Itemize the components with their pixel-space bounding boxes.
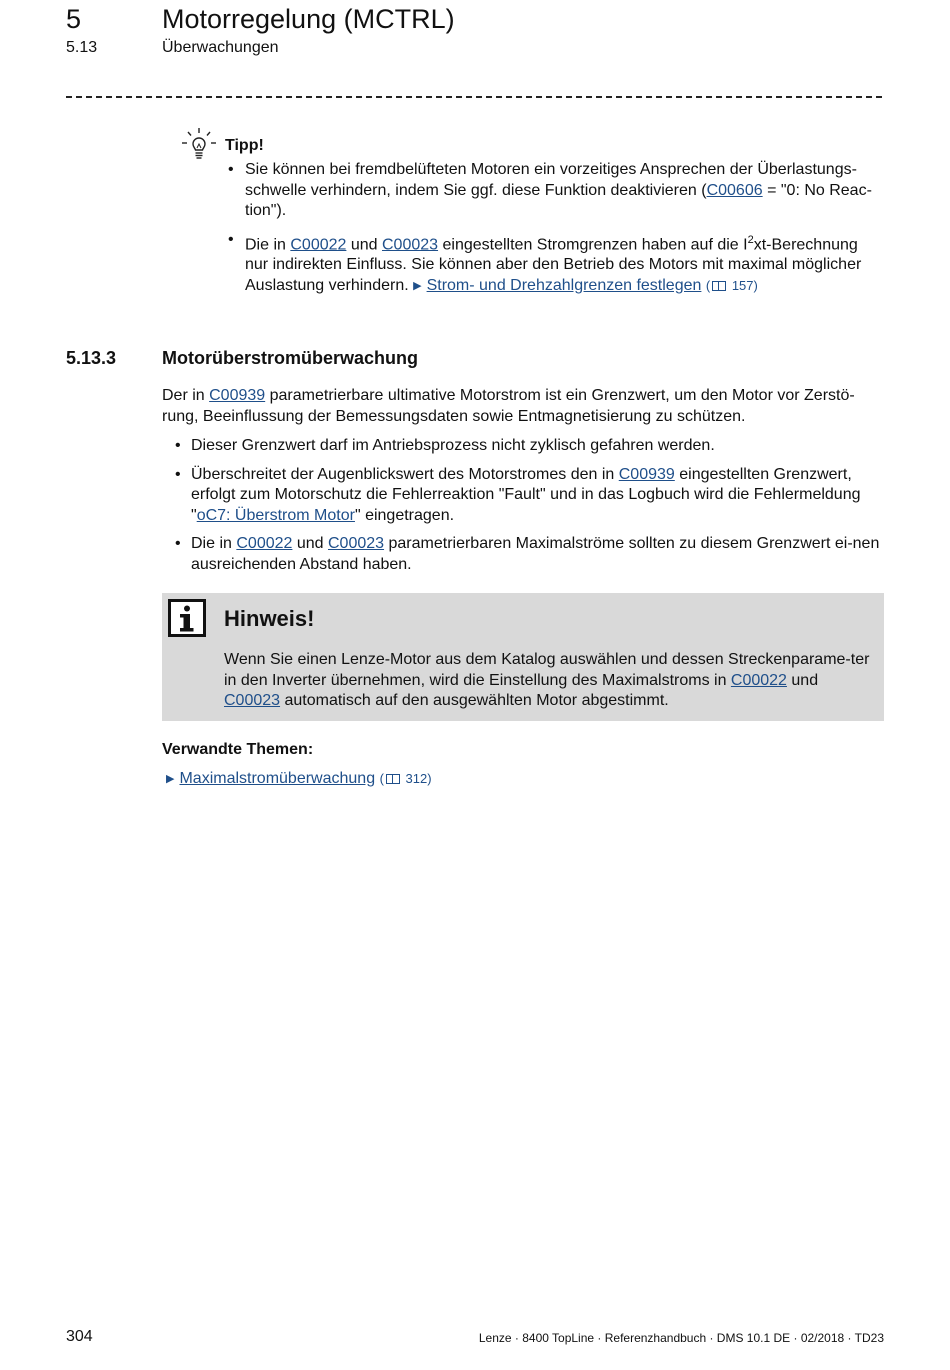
list-item-text: Überschreitet der Augenblickswert des Motorstromes den in <box>191 465 619 483</box>
note-box <box>162 593 884 721</box>
page-ref-number: 157 <box>731 277 754 293</box>
page-reference: ( 312) <box>379 771 432 786</box>
tip-text: xt-Berechnung nur indirekten Einfluss. Sie können aber den Betrieb des Motors mit maximal möglicher Auslastung verhindern. <box>245 235 862 294</box>
note-title: Hinweis! <box>224 606 315 631</box>
tip-text: Die in <box>245 235 291 253</box>
list-item-text: parametrierbaren Maximalströme sollten zu diesem Grenzwert ei-nen ausreichenden Abstand haben. <box>191 535 880 573</box>
param-link-c00023[interactable]: C00023 <box>382 235 439 253</box>
bullet-dot: • <box>228 161 234 178</box>
intro-text: Der in <box>162 387 210 404</box>
section-title: Überwachungen <box>162 39 279 56</box>
tip-list <box>228 160 883 304</box>
param-link-c00022[interactable]: C00022 <box>236 535 293 552</box>
bullet-list <box>175 436 884 583</box>
param-link-c00022[interactable]: C00022 <box>290 235 347 253</box>
chapter-title: Motorregelung (MCTRL) <box>162 4 455 34</box>
param-link-c00939[interactable]: C00939 <box>209 387 266 404</box>
superscript: 2 <box>747 233 754 246</box>
xref-link-stromgrenzen[interactable]: Strom- und Drehzahlgrenzen festlegen <box>426 276 702 294</box>
bullet-dot: • <box>175 437 181 454</box>
info-icon <box>168 599 206 637</box>
param-link-c00022[interactable]: C00022 <box>730 671 787 689</box>
list-item-text: eingestellten Grenzwert, erfolgt zum Motorschutz die Fehlerreaktion "Fault" und in das Logbuch wird die Fehlermeldung " <box>191 465 861 524</box>
bullet-dot: • <box>228 230 234 248</box>
related-topics-title: Verwandte Themen: <box>162 741 314 758</box>
bullet-dot: • <box>175 535 181 552</box>
tip-bullet-1 <box>228 160 883 222</box>
tip-text: und <box>346 235 382 253</box>
page-number: 304 <box>66 1328 93 1345</box>
page-reference: ( 157) <box>705 277 758 293</box>
tip-bullet-2 <box>228 230 883 297</box>
tip-title: Tipp! <box>225 137 264 154</box>
tip-text: = "0: No Reac-tion"). <box>245 181 872 219</box>
section-number: 5.13 <box>66 39 98 56</box>
error-link-oc7[interactable]: oC7: Überstrom Motor <box>196 506 355 524</box>
related-link-maximalstrom[interactable]: Maximalstromüberwachung <box>179 770 376 787</box>
bullet-dot: • <box>175 465 181 483</box>
intro-paragraph <box>162 386 884 427</box>
list-item-text: " eingetragen. <box>354 506 455 524</box>
book-icon <box>386 774 400 784</box>
lightbulb-icon <box>180 126 218 162</box>
param-link-c00606[interactable]: C00606 <box>706 181 763 199</box>
subsection-title: Motorüberstromüberwachung <box>162 348 419 368</box>
xref-arrow-icon: ▶ <box>166 773 175 785</box>
note-text-part: Wenn Sie einen Lenze-Motor aus dem Katalog auswählen und dessen Streckenparame-ter in den Inverter übernehmen, wird die Einstellung des Maximalstroms in <box>224 651 870 689</box>
tip-text: Sie können bei fremdbelüfteten Motoren ein vorzeitiges Ansprechen der Überlastungs-schwelle verhindern, indem Sie ggf. diese Funktion deaktivieren ( <box>245 161 857 199</box>
param-link-c00939[interactable]: C00939 <box>618 465 675 483</box>
note-text <box>224 650 874 712</box>
param-link-c00023[interactable]: C00023 <box>224 692 281 709</box>
subsection-number: 5.13.3 <box>66 348 117 368</box>
note-text-part: automatisch auf den ausgewählten Motor abgestimmt. <box>280 692 669 709</box>
footer-text: Lenze · 8400 TopLine · Referenzhandbuch · DMS 10.1 DE · 02/2018 · TD23 <box>478 1331 884 1345</box>
list-item <box>175 534 884 575</box>
intro-text: parametrierbare ultimative Motorstrom ist ein Grenzwert, um den Motor vor Zerstö-rung, Beeinflussung der Bemessungsdaten sowie Entmagnetisierung zu schützen. <box>162 387 855 425</box>
related-topic-item <box>166 770 432 788</box>
tip-text: eingestellten Stromgrenzen haben auf die I <box>438 235 748 253</box>
chapter-number: 5 <box>66 4 82 34</box>
page-ref-number: 312 <box>405 771 428 786</box>
list-item <box>175 436 884 457</box>
xref-arrow-icon: ▶ <box>413 279 422 292</box>
list-item-text: und <box>292 535 328 552</box>
note-text-part: und <box>786 671 819 689</box>
book-icon <box>712 281 726 291</box>
param-link-c00023[interactable]: C00023 <box>328 535 385 552</box>
list-item-text: Dieser Grenzwert darf im Antriebsprozess nicht zyklisch gefahren werden. <box>191 437 715 454</box>
header-divider <box>66 96 882 98</box>
list-item <box>175 465 884 527</box>
list-item-text: Die in <box>191 535 237 552</box>
